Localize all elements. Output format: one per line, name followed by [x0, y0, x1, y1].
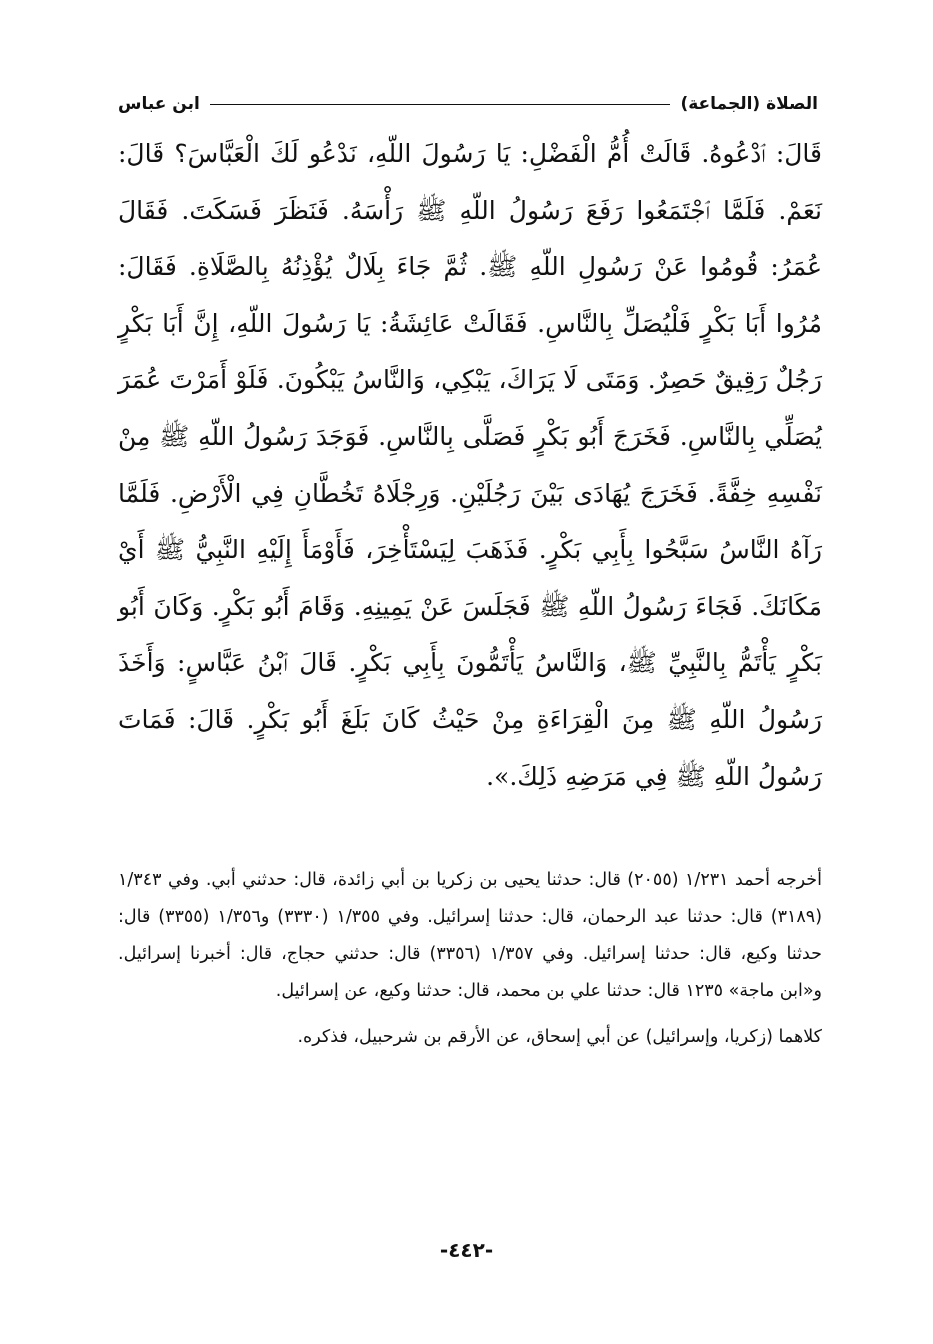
note-paragraph: كلاهما (زكريا، وإسرائيل) عن أبي إسحاق، عن الأرقم بن شرحبيل، فذكره. — [297, 1027, 822, 1047]
section-title: ابن عباس — [118, 94, 200, 114]
page-number: -٤٤٢- — [439, 1238, 494, 1262]
takhrij-notes — [118, 862, 822, 1056]
note-paragraph: أخرجه أحمد ١/٢٣١ (٢٠٥٥) قال: حدثنا يحيى بن زكريا بن أبي زائدة، قال: حدثني أبي. وفي ١/٣٤٣ (٣١٨٩) قال: حدثنا عبد الرحمان، قال: حدثنا إسرائيل. وفي ١/٣٥٥ (٣٣٣٠) و١/٣٥٦ (٣٣٥٥) قال: حدثنا وكيع، قال: حدثنا إسرائيل. وفي ١/٣٥٧ (٣٣٥٦) قال: حدثني حجاج، قال: أخبرنا إسرائيل. و«ابن ماجة» ١٢٣٥ قال: حدثنا علي بن محمد، قال: حدثنا وكيع، عن إسرائيل. — [118, 870, 823, 1001]
header-rule — [210, 104, 671, 105]
running-header — [118, 90, 818, 118]
hadith-paragraph: قَالَ: ٱدْعُوهُ. قَالَتْ أُمُّ الْفَضْلِ: يَا رَسُولَ اللّهِ، نَدْعُو لَكَ الْعَبَّاسَ؟ قَالَ: نَعَمْ. فَلَمَّا ٱجْتَمَعُوا رَفَعَ رَسُولُ اللّهِ ﷺ رَأْسَهُ. فَنَظَرَ فَسَكَتَ. فَقَالَ عُمَرُ: قُومُوا عَنْ رَسُولِ اللّهِ ﷺ. ثُمَّ جَاءَ بِلَالٌ يُؤْذِنُهُ بِالصَّلَاةِ. فَقَالَ: مُرُوا أَبَا بَكْرٍ فَلْيُصَلِّ بِالنَّاسِ. فَقَالَتْ عَائِشَةُ: يَا رَسُولَ اللّهِ، إِنَّ أَبَا بَكْرٍ رَجُلٌ رَقِيقٌ حَصِرٌ. وَمَتَى لَا يَرَاكَ، يَبْكِي، وَالنَّاسُ يَبْكُونَ. فَلَوْ أَمَرْتَ عُمَرَ يُصَلِّي بِالنَّاسِ. فَخَرَجَ أَبُو بَكْرٍ فَصَلَّى بِالنَّاسِ. فَوَجَدَ رَسُولُ اللّهِ ﷺ مِنْ نَفْسِهِ خِفَّةً. فَخَرَجَ يُهَادَى بَيْنَ رَجُلَيْنِ. وَرِجْلَاهُ تَخُطَّانِ فِي الْأَرْضِ. فَلَمَّا رَآهُ النَّاسُ سَبَّحُوا بِأَبِي بَكْرٍ. فَذَهَبَ لِيَسْتَأْخِرَ، فَأَوْمَأَ إِلَيْهِ النَّبِيُّ ﷺ أَيْ مَكَانَكَ. فَجَاءَ رَسُولُ اللّهِ ﷺ فَجَلَسَ عَنْ يَمِينِهِ. وَقَامَ أَبُو بَكْرٍ. وَكَانَ أَبُو بَكْرٍ يَأْتَمُّ بِالنَّبِيِّ ﷺ، وَالنَّاسُ يَأْتَمُّونَ بِأَبِي بَكْرٍ. قَالَ ٱبْنُ عَبَّاسٍ: وَأَخَذَ رَسُولُ اللّهِ ﷺ مِنَ الْقِرَاءَةِ مِنْ حَيْثُ كَانَ بَلَغَ أَبُو بَكْرٍ. قَالَ: فَمَاتَ رَسُولُ اللّهِ ﷺ فِي مَرَضِهِ ذَلِكَ.». — [118, 139, 823, 791]
chapter-title: الصلاة (الجماعة) — [680, 94, 818, 114]
hadith-text — [118, 126, 822, 805]
